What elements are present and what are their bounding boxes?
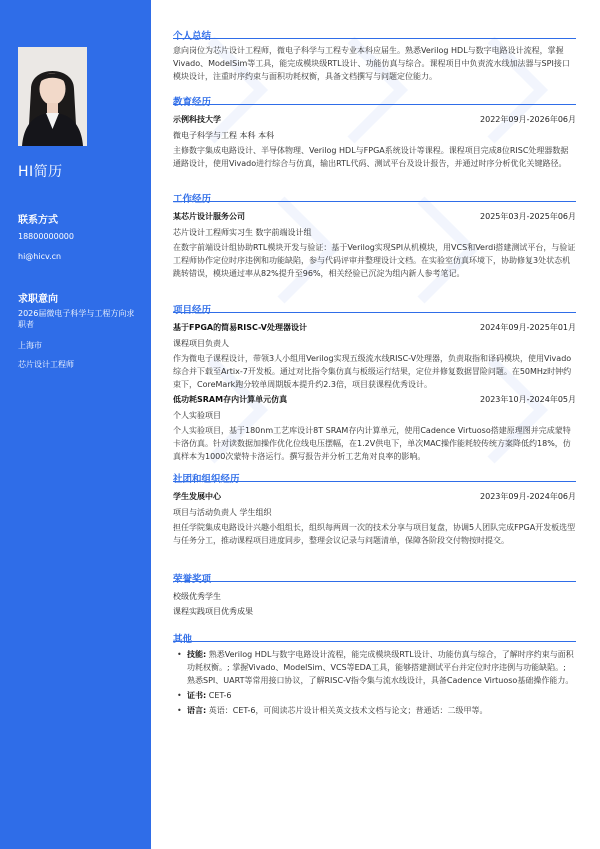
other-list [173,648,576,719]
work-date: 2025年03月-2025年06月 [480,212,576,221]
phone-number: 18800000000 [18,232,74,241]
school-name: 示例科技大学 [173,115,221,124]
club-header-row [173,491,576,502]
other-language-item [187,704,576,717]
section-club-title: 社团和组织经历 [173,474,240,485]
club-organization: 学生发展中心 [173,492,221,501]
work-description: 在数字前端设计组协助RTL模块开发与验证：基于Verilog实现SPI从机模块，用VCS和Verdi搭建测试平台，与验证工程师协作定位时序违例和功能缺陷，参与代码评审并整理设计文档。在实验室仿真环境下，协助修复3处状态机跳转错误，模块通过率从82%提升至96%，相关经验已沉淀为组内新人参考笔记。 [173,243,576,278]
section-education-title: 教育经历 [173,97,212,108]
company-name: 某芯片设计服务公司 [173,212,245,221]
project1-name: 基于FPGA的简易RISC-V处理器设计 [173,323,307,332]
intent-position: 芯片设计工程师 [18,360,74,369]
skills-text: 熟悉Verilog HDL与数字电路设计流程，能完成模块级RTL设计、功能仿真与综合，了解时序约束与面积功耗权衡。; 掌握Vivado、ModelSim、VCS等EDA工具，能够搭建测试平台并定位时序违例与功能缺陷。; 熟悉SPI、UART等常用接口协议，了解RISC-V指令集与流水线设计，具备Cadence Virtuoso基础操作能力。 [187,650,574,685]
avatar-photo [18,47,87,146]
resume-brand: HI简历 [18,164,63,180]
work-header-row [173,211,576,222]
section-projects-header [173,298,576,316]
education-major: 微电子科学与工程 本科 本科 [173,131,275,140]
section-other-title: 其他 [173,634,193,645]
project1-description: 作为微电子课程设计，带领3人小组用Verilog实现五级流水线RISC-V处理器，负责取指和译码模块，使用Vivado综合并下载至Artix-7开发板。通过对比指令集仿真与板级运行结果，定位并修复数据冒险问题。在50MHz时钟约束下，CoreMark跑分较单周期版本提升约2.3倍，项目获课程优秀设计。 [173,354,572,389]
honor-item-2: 课程实践项目优秀成果 [173,607,253,616]
education-description: 主修数字集成电路设计、半导体物理、Verilog HDL与FPGA系统设计等课程。课程项目完成8位RISC处理器数据通路设计，使用Vivado进行综合与仿真，输出RTL代码、测试平台及设计报告，并通过时序分析优化关键路径。 [173,146,569,168]
other-skills-item [187,648,576,687]
section-work-header [173,187,576,205]
project2-description: 个人实验项目，基于180nm工艺库设计8T SRAM存内计算单元，使用Cadence Virtuoso搭建原理图并完成蒙特卡洛仿真。针对读数据加操作优化位线电压摆幅，在1.2V供电下，单次MAC操作能耗较传统方案降低约18%，仿真样本为1000次蒙特卡洛运行。撰写报告并分析工艺角对良率的影响。 [173,426,571,461]
cert-label: 证书: [187,691,207,700]
project2-date: 2023年10月-2024年05月 [480,395,576,404]
language-label: 语言: [187,706,207,715]
intent-city: 上海市 [18,341,42,350]
section-honors-header [173,567,576,585]
project2-role: 个人实验项目 [173,411,221,420]
section-work-title: 工作经历 [173,194,212,205]
section-honors-title: 荣誉奖项 [173,574,212,585]
other-cert-item [187,689,576,702]
section-education-header [173,90,576,108]
skills-label: 技能: [187,650,207,659]
work-role: 芯片设计工程师实习生 数字前端设计组 [173,228,312,237]
summary-text: 意向岗位为芯片设计工程师，微电子科学与工程专业本科应届生。熟悉Verilog HDL与数字电路设计流程，掌握Vivado、ModelSim等工具，能完成模块级RTL设计、功能仿真与综合。课程项目中负责流水线加法器与SPI接口模块设计，注重时序约束与面积功耗权衡，具备文档撰写与问题定位能力。 [173,46,570,81]
club-description: 担任学院集成电路设计兴趣小组组长，组织每两周一次的技术分享与项目复盘，协调5人团队完成FPGA开发板选型与任务分工，推动课程项目进度同步，整理会议记录与问题清单，保障各阶段交付物按时提交。 [173,523,576,545]
project1-role: 课程项目负责人 [173,339,229,348]
project1-date: 2024年09月-2025年01月 [480,323,576,332]
section-other-header [173,627,576,645]
language-text: 英语：CET-6，可阅读芯片设计相关英文技术文档与论文；普通话：二级甲等。 [206,706,488,715]
section-summary-title: 个人总结 [173,31,212,42]
intent-heading: 求职意向 [18,294,58,305]
club-role: 项目与活动负责人 学生组织 [173,508,272,517]
education-header-row [173,114,576,125]
club-date: 2023年09月-2024年06月 [480,492,576,501]
email-address: hi@hicv.cn [18,252,62,261]
main-content [173,0,576,849]
honor-item-1: 校级优秀学生 [173,592,221,601]
section-club-header [173,467,576,485]
section-projects-title: 项目经历 [173,305,212,316]
portrait-image [18,47,87,146]
section-summary-header [173,24,576,42]
project2-header-row [173,394,576,405]
cert-text: CET-6 [206,691,232,700]
intent-description: 2026届微电子科学与工程方向求职者 [18,309,135,329]
education-date: 2022年09月-2026年06月 [480,115,576,124]
sidebar [0,0,151,849]
project2-name: 低功耗SRAM存内计算单元仿真 [173,395,288,404]
project1-header-row [173,322,576,333]
contact-heading: 联系方式 [18,215,58,226]
